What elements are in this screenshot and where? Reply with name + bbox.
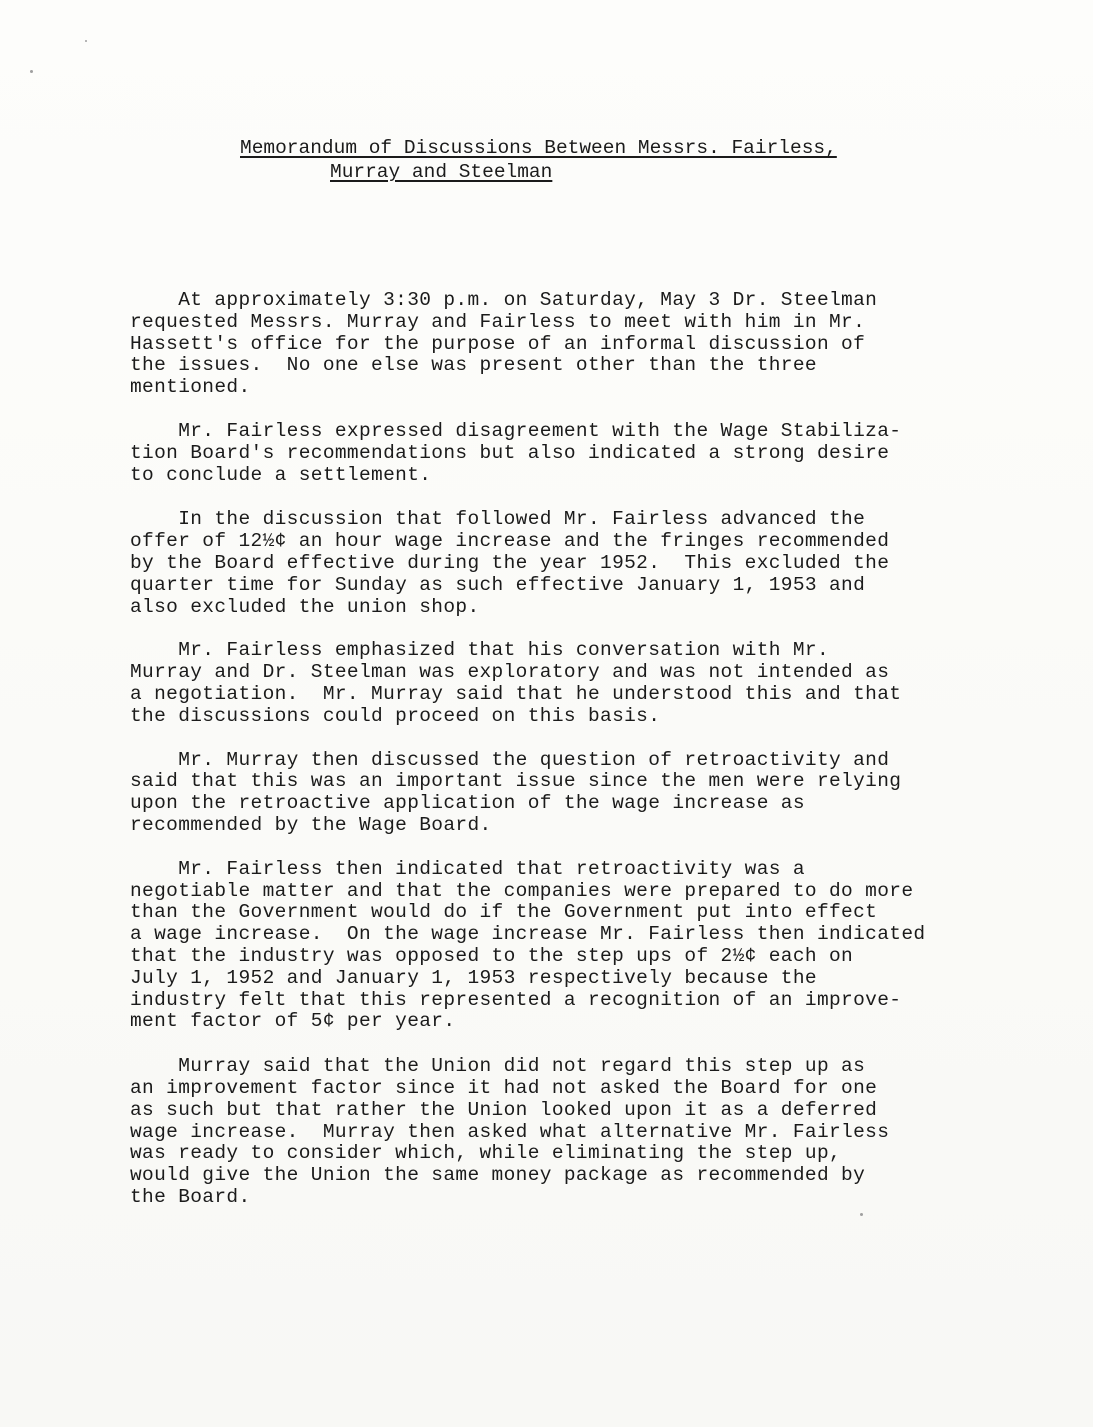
paper-speck <box>85 40 87 42</box>
text-line: than the Government would do if the Government put into effect <box>130 901 878 924</box>
text-line: Murray said that the Union did not regard this step up as <box>130 1055 866 1078</box>
text-line: July 1, 1952 and January 1, 1953 respectively because the <box>130 966 817 989</box>
text-line: ment factor of 5¢ per year. <box>130 1010 456 1033</box>
text-line: the issues. No one else was present other than the three <box>130 354 817 377</box>
text-line: Mr. Fairless emphasized that his conversation with Mr. <box>130 639 830 662</box>
text-line: Mr. Fairless then indicated that retroactivity was a <box>130 857 805 880</box>
paragraph-4 <box>130 640 990 727</box>
text-line: Murray and Dr. Steelman was exploratory and was not intended as <box>130 661 890 684</box>
text-line: also excluded the union shop. <box>130 595 480 618</box>
text-line: wage increase. Murray then asked what alternative Mr. Fairless <box>130 1120 890 1143</box>
text-line: an improvement factor since it had not asked the Board for one <box>130 1076 878 1099</box>
paragraph-5 <box>130 750 990 837</box>
text-line: Mr. Murray then discussed the question of retroactivity and <box>130 748 890 771</box>
paragraph-6 <box>130 859 990 1033</box>
memo-title-line-2: Murray and Steelman <box>330 161 553 183</box>
memo-title <box>240 136 940 184</box>
text-line: Mr. Fairless expressed disagreement with the Wage Stabiliza- <box>130 419 902 442</box>
paragraph-2 <box>130 421 990 486</box>
text-line: offer of 12½¢ an hour wage increase and the fringes recommended <box>130 530 890 553</box>
text-line: would give the Union the same money package as recommended by <box>130 1164 866 1187</box>
text-line: the Board. <box>130 1185 251 1208</box>
text-line: requested Messrs. Murray and Fairless to meet with him in Mr. <box>130 310 866 333</box>
paper-speck <box>860 1213 863 1216</box>
memo-title-line-1: Memorandum of Discussions Between Messrs. Fairless, <box>240 137 837 159</box>
paragraph-1 <box>130 290 990 399</box>
text-line: to conclude a settlement. <box>130 463 432 486</box>
text-line: as such but that rather the Union looked upon it as a deferred <box>130 1098 878 1121</box>
text-line: recommended by the Wage Board. <box>130 813 492 836</box>
text-line: mentioned. <box>130 376 251 399</box>
text-line: negotiable matter and that the companies were prepared to do more <box>130 879 914 902</box>
memo-body <box>130 290 990 1209</box>
text-line: by the Board effective during the year 1952. This excluded the <box>130 551 890 574</box>
paragraph-3 <box>130 509 990 618</box>
text-line: was ready to consider which, while eliminating the step up, <box>130 1142 842 1165</box>
text-line: that the industry was opposed to the step ups of 2½¢ each on <box>130 944 854 967</box>
text-line: industry felt that this represented a recognition of an improve- <box>130 988 902 1011</box>
text-line: a negotiation. Mr. Murray said that he understood this and that <box>130 682 902 705</box>
text-line: Hassett's office for the purpose of an informal discussion of <box>130 332 866 355</box>
text-line: a wage increase. On the wage increase Mr. Fairless then indicated <box>130 923 926 946</box>
text-line: quarter time for Sunday as such effective January 1, 1953 and <box>130 573 866 596</box>
paper-speck <box>30 70 33 73</box>
text-line: upon the retroactive application of the wage increase as <box>130 792 805 815</box>
text-line: said that this was an important issue since the men were relying <box>130 770 902 793</box>
text-line: At approximately 3:30 p.m. on Saturday, May 3 Dr. Steelman <box>130 289 878 311</box>
paragraph-7 <box>130 1056 990 1209</box>
text-line: In the discussion that followed Mr. Fairless advanced the <box>130 508 866 531</box>
text-line: tion Board's recommendations but also indicated a strong desire <box>130 441 890 464</box>
text-line: the discussions could proceed on this basis. <box>130 704 661 727</box>
